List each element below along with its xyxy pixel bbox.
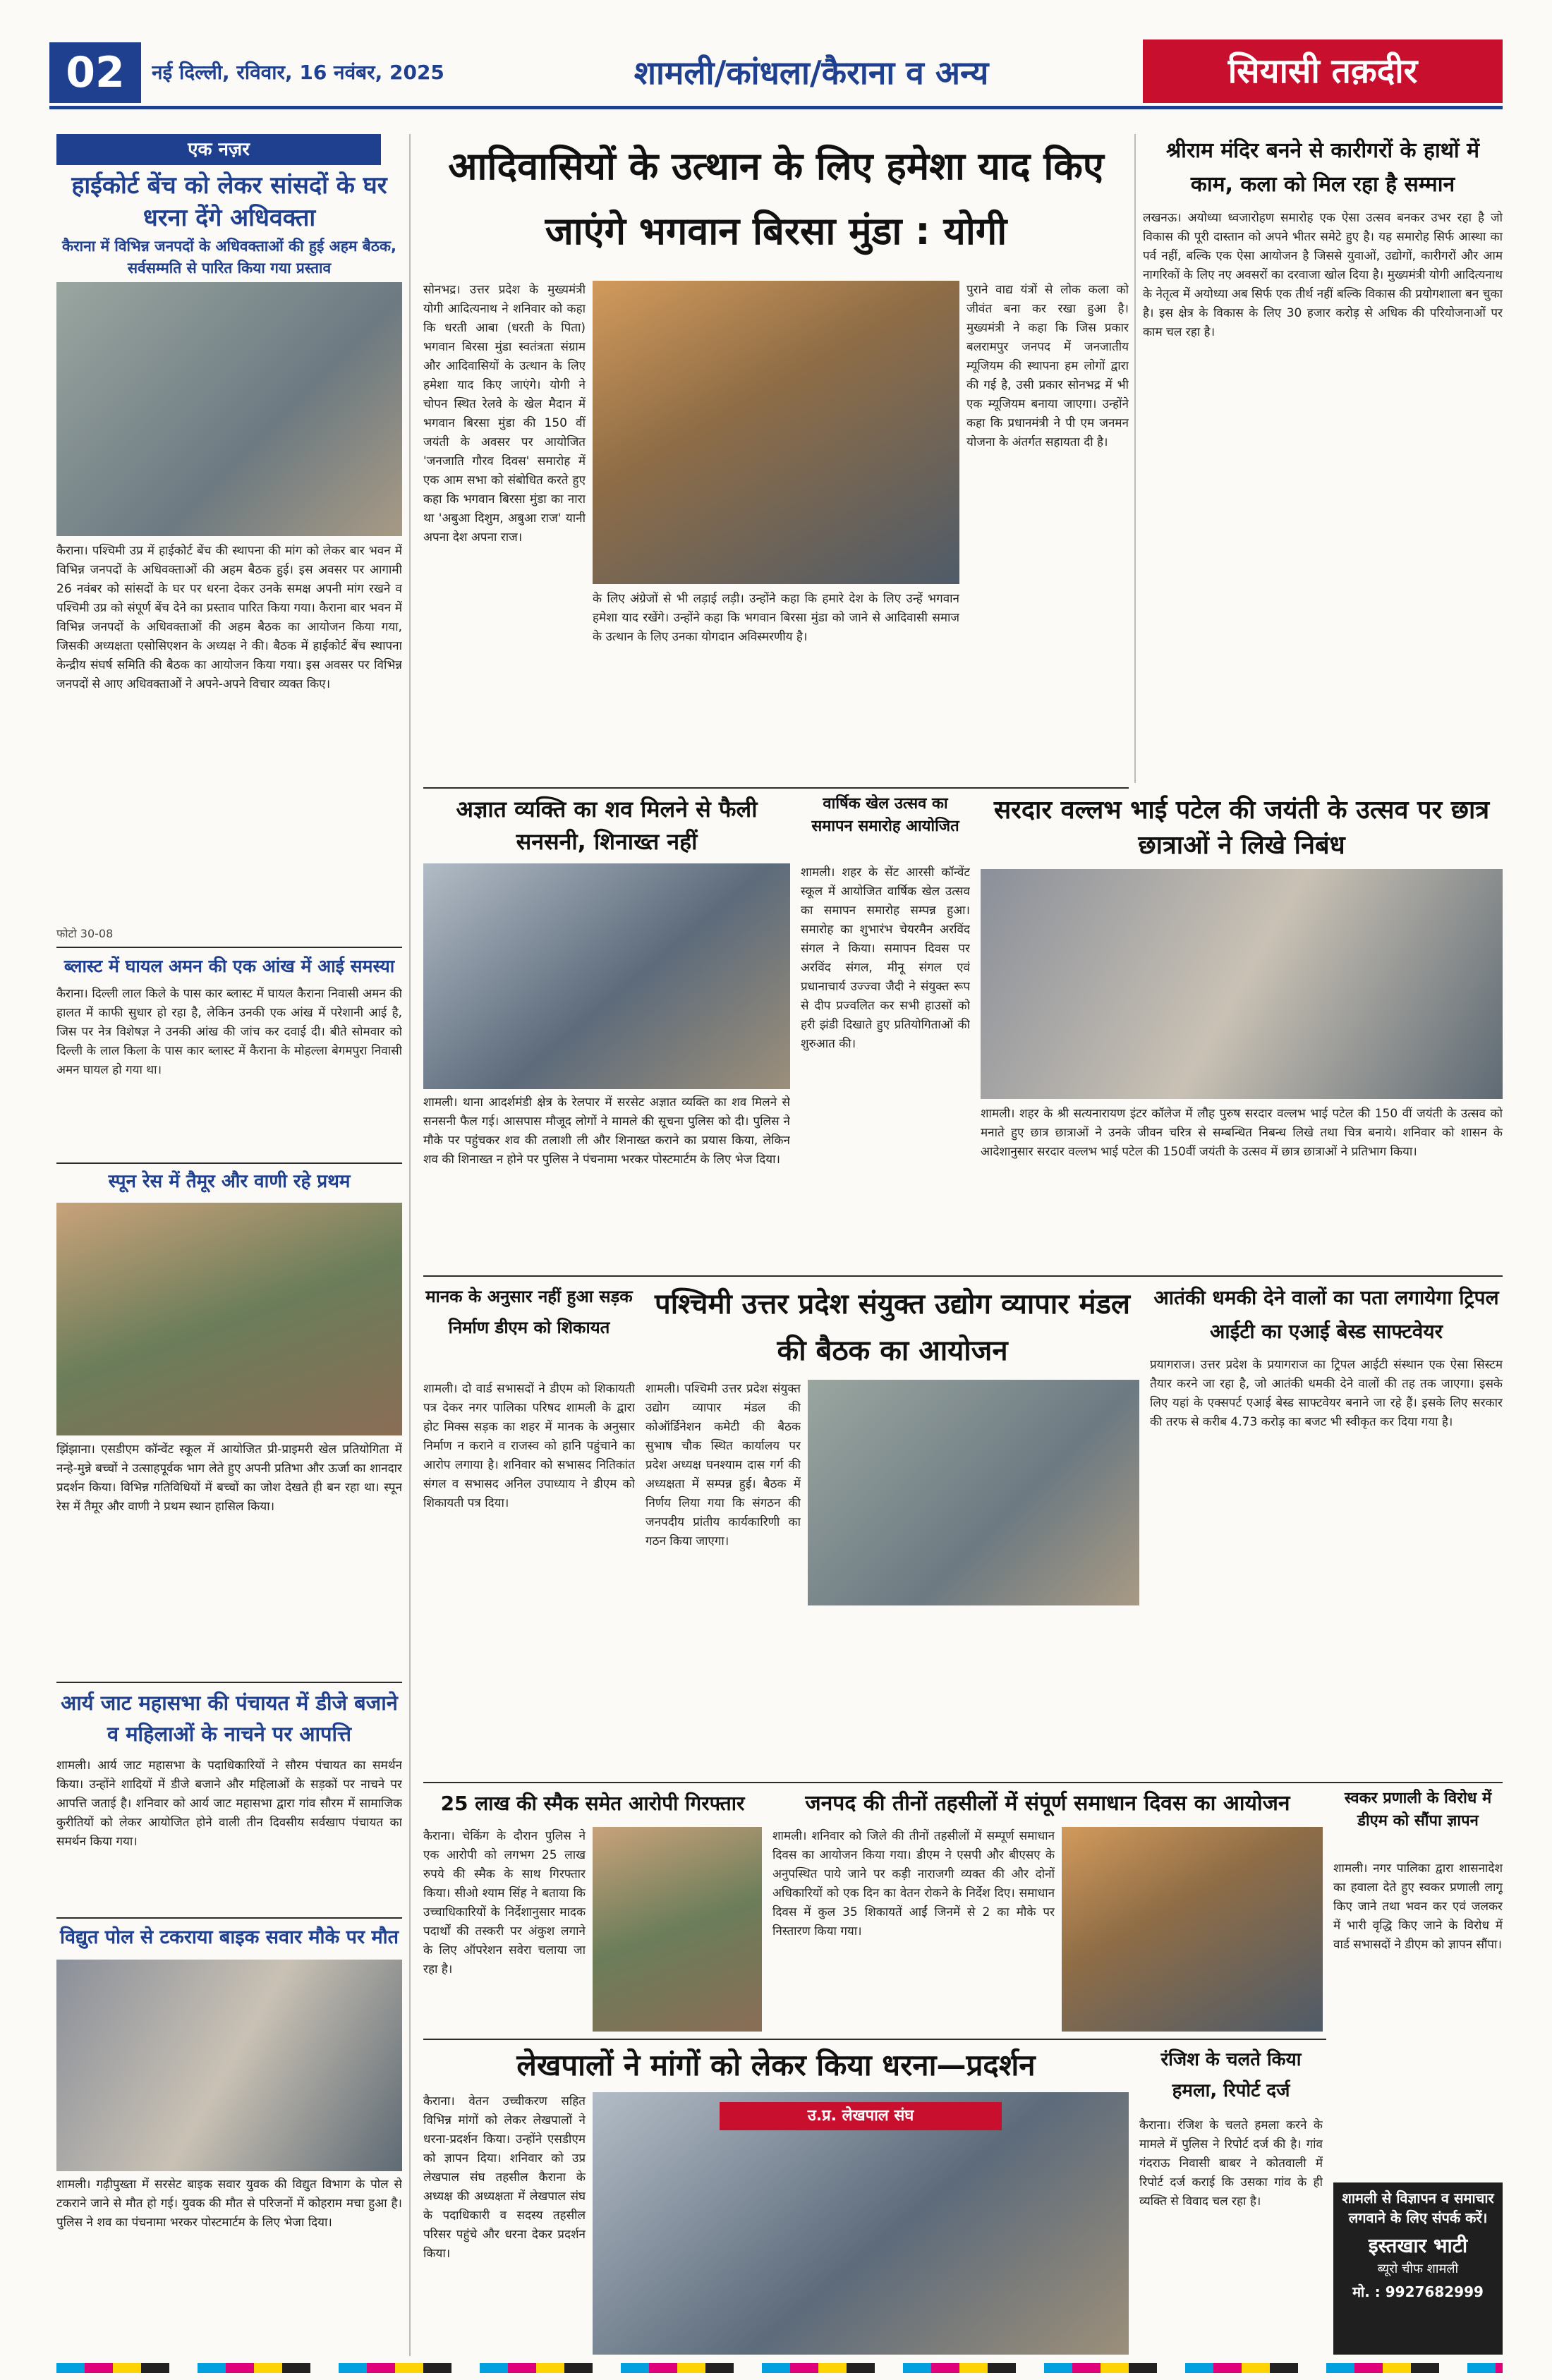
divider <box>423 787 1129 789</box>
divider <box>56 1682 402 1683</box>
patel-photo <box>981 869 1503 1099</box>
highcourt-photo <box>56 282 402 536</box>
column-divider <box>1134 134 1136 783</box>
highcourt-body: कैराना। पश्चिमी उप्र में हाईकोर्ट बेंच की स्थापना की मांग को लेकर बार भवन में विभिन्न जनपदों के अधिवक्ताओं की अहम बैठक हुई। इस अवसर पर आगामी 26 नवंबर को सांसदों के घर पर धरना देकर उनके समक्ष अपनी मांग रखने व पश्चिमी उप्र को संपूर्ण बेंच देने का प्रस्ताव पारित किया गया। कैराना बार भवन में विभिन्न जनपदों के अधिवक्ताओं की अहम बैठक का आयोजन किया गया, जिसकी अध्यक्षता एसोसिएशन के अध्यक्ष ने की। बैठक में हाईकोर्ट बेंच स्थापना केन्द्रीय संघर्ष समिति की बैठक का आयोजन किया गया। इस अवसर पर विभिन्न जनपदों से आए अधिवक्ताओं ने अपने-अपने विचार व्यक्त किए। <box>56 544 402 691</box>
lead-photo <box>593 281 959 584</box>
lead-body-right: पुराने वाद्य यंत्रों से लोक कला को जीवंत बना कर रखा हुआ है। मुख्यमंत्री ने कहा कि जिस प्रकार बलरामपुर जनपद में जनजातीय म्यूजियम की स्थापना हम लोगों द्वारा की गई है, उसी प्रकार सोनभद्र में भी एक म्यूजियम बनाया जाएगा। उन्होंने कहा कि प्रधानमंत्री ने पी एम जनमन योजना के अंतर्गत सहायता दी है। <box>966 283 1129 449</box>
divider <box>56 1162 402 1164</box>
sports-headline: वार्षिक खेल उत्सव का समापन समारोह आयोजित <box>811 795 959 835</box>
highcourt-photo-credit: फोटो 30-08 <box>56 927 114 940</box>
divider <box>423 1782 1503 1783</box>
samadhan-body: शामली। शनिवार को जिले की तीनों तहसीलों में सम्पूर्ण समाधान दिवस का आयोजन किया गया। डीएम ने एसपी और बीएसए के अनुपस्थित पाये जाने पर कड़ी नाराजगी व्यक्त की और दोनों अधिकारियों को एक दिन का वेतन रोकने के निर्देश दिए। समाधान दिवस में कुल 35 शिकायतें आईं जिनमें से 2 का मौके पर निस्तारण किया गया। <box>772 1829 1055 1938</box>
divider <box>56 1917 402 1919</box>
blast-headline: ब्लास्ट में घायल अमन की एक आंख में आई समस्या <box>63 956 395 976</box>
threat-headline: आतंकी धमकी देने वालों का पता लगायेगा ट्रिपल आईटी का एआई बेस्ड साफ्टवेयर <box>1153 1286 1499 1343</box>
contact-ad <box>1333 2182 1503 2355</box>
lekhpal-body: कैराना। वेतन उच्चीकरण सहित विभिन्न मांगों को लेकर लेखपालों ने धरना-प्रदर्शन किया। उन्होंने एसडीएम को ज्ञापन दिया। शनिवार को उप्र लेखपाल संघ तहसील कैराना के अध्यक्ष की अध्यक्षता में लेखपाल संघ के पदाधिकारी व सदस्य तहसील परिसर पहुंचे और धरना देकर प्रदर्शन किया। <box>423 2094 586 2261</box>
blast-body: कैराना। दिल्ली लाल किले के पास कार ब्लास्ट में घायल कैराना निवासी अमन की हालत में काफी सुधार हो रहा है, लेकिन उनकी एक आंख में परेशानी आई है, जिस पर नेत्र विशेषज्ञ ने उनकी आंख की जांच कर दवाई दी। बीते सोमवार को दिल्ली के लाल किला के पास कार ब्लास्ट में कैराना के मोहल्ला बेगमपुरा निवासी अमन घायल हो गया था। <box>56 987 402 1077</box>
samadhan-photo <box>1062 1827 1323 2032</box>
traders-headline: पश्चिमी उत्तर प्रदेश संयुक्त उद्योग व्यापार मंडल की बैठक का आयोजन <box>654 1288 1131 1367</box>
highcourt-headline: हाईकोर्ट बेंच को लेकर सांसदों के घर धरना देंगे अधिवक्ता <box>71 171 387 232</box>
road-headline: मानक के अनुसार नहीं हुआ सड़क निर्माण डीएम को शिकायत <box>425 1287 633 1337</box>
ad-role: ब्यूरो चीफ शामली <box>1377 2261 1459 2276</box>
ayodhya-headline: श्रीराम मंदिर बनने से कारीगरों के हाथों में काम, कला को मिल रहा है सम्मान <box>1165 138 1480 197</box>
pole-accident-photo <box>56 1960 402 2171</box>
divider <box>423 1275 1503 1277</box>
masthead-rule <box>49 106 1503 109</box>
spoon-race-headline: स्पून रेस में तैमूर और वाणी रहे प्रथम <box>108 1171 351 1192</box>
ek-nazar-kicker: एक नज़र <box>56 134 381 165</box>
divider <box>56 947 402 948</box>
body-found-headline: अज्ञात व्यक्ति का शव मिलने से फैली सनसनी, शिनाख्त नहीं <box>456 796 758 855</box>
column-divider <box>409 134 411 2356</box>
page-number: 02 <box>49 42 141 103</box>
spoon-race-photo <box>56 1203 402 1435</box>
lead-body-mid: के लिए अंग्रेजों से भी लड़ाई लड़ी। उन्होंने कहा कि हमारे देश के लिए उन्हें भगवान हमेशा याद रखेंगे। उन्होंने कहा कि भगवान बिरसा मुंडा को जाने से आदिवासी समाज के उत्थान के लिए उनका योगदान अविस्मरणीय है। <box>593 592 959 644</box>
pole-accident-body: शामली। गढ़ीपुख्ता में सरसेट बाइक सवार युवक की विद्युत विभाग के पोल से टकराने जाने से मौत हो गई। युवक की मौत से परिजनों में कोहराम मचा हुआ है। पुलिस ने शव का पंचनामा भरकर पोस्टमार्टम के लिए भेजा दिया। <box>56 2178 402 2230</box>
spoon-race-body: झिंझाना। एसडीएम कॉन्वेंट स्कूल में आयोजित प्री-प्राइमरी खेल प्रतियोगिता में नन्हे-मुन्ने बच्चों ने उत्साहपूर्वक भाग लेते हुए अपनी प्रतिभा और ऊर्जा का शानदार प्रदर्शन किया। विभिन्न गतिविधियों में बच्चों का जोश देखते ही बन रहा था। स्पून रेस में तैमूर और वाणी ने प्रथम स्थान हासिल किया। <box>56 1443 402 1514</box>
jat-mahasabha-headline: आर्य जाट महासभा की पंचायत में डीजे बजाने व महिलाओं के नाचने पर आपत्ति <box>61 1691 398 1746</box>
color-registration-bar <box>56 2363 1503 2373</box>
section-title: शामली/कांधला/कैराना व अन्य <box>633 54 989 92</box>
lekhpal-photo-banner: उ.प्र. लेखपाल संघ <box>720 2102 1002 2130</box>
ad-name: इस्तखार भाटी <box>1368 2234 1468 2257</box>
smack-photo <box>593 1827 762 2032</box>
date-line: नई दिल्ली, रविवार, 16 नवंबर, 2025 <box>152 61 444 84</box>
ranjish-headline: रंजिश के चलते किया हमला, रिपोर्ट दर्ज <box>1160 2049 1302 2101</box>
body-found-body: शामली। थाना आदर्शमंडी क्षेत्र के रेलपार में सरसेट अज्ञात व्यक्ति का शव मिलने से सनसनी फैल गई। आसपास मौजूद लोगों ने मामले की सूचना पुलिस को दी। पुलिस ने मौके पर पहुंचकर शव की तलाशी ली और शिनाख्त कराने का प्रयास किया, लेकिन शव की शिनाख्त न होने पर पुलिस ने पंचनामा भरकर पोस्टमार्टम के लिए भेज दिया। <box>423 1095 790 1167</box>
highcourt-subhead: कैराना में विभिन्न जनपदों के अधिवक्ताओं की हुई अहम बैठक, सर्वसम्मति से पारित किया गया प्रस्ताव <box>61 238 397 277</box>
smack-headline: 25 लाख की स्मैक समेत आरोपी गिरफ्तार <box>440 1792 745 1815</box>
patel-body: शामली। शहर के श्री सत्यनारायण इंटर कॉलेज में लौह पुरुष सरदार वल्लभ भाई पटेल की 150 वीं जयंती के उत्सव को मनाते हुए छात्र छात्राओं ने उनके जीवन चरित्र से सम्बन्धित निबन्ध लिखे तथा चित्र बनाये। शनिवार को शासन के आदेशानुसार सरदार वल्लभ भाई पटेल की 150वीं जयंती के उत्सव में छात्र छात्राओं ने प्रतिभाग किया। <box>981 1107 1503 1159</box>
traders-photo <box>808 1380 1139 1605</box>
brand-logo: सियासी तक़दीर <box>1143 40 1503 103</box>
traders-body: शामली। पश्चिमी उत्तर प्रदेश संयुक्त उद्योग व्यापार मंडल की कोऑर्डिनेशन कमेटी की बैठक सुभाष चौक स्थित कार्यालय पर प्रदेश अध्यक्ष घनश्याम दास गर्ग की अध्यक्षता में सम्पन्न हुई। बैठक में निर्णय लिया गया कि संगठन की जनपदीय प्रांतीय कार्यकारिणी का गठन किया जाएगा। <box>645 1382 801 1548</box>
ad-phone: मो. : 9927682999 <box>1352 2283 1484 2300</box>
road-body: शामली। दो वार्ड सभासदों ने डीएम को शिकायती पत्र देकर नगर पालिका परिषद शामली के द्वारा होट मिक्स सड़क का शहर में मानक के अनुसार निर्माण न कराने व राजस्व को हानि पहुंचाने का आरोप लगाया है। शनिवार को सभासद नितिकांत संगल व सभासद अनिल उपाध्याय ने डीएम को शिकायती पत्र दिया। <box>423 1382 635 1510</box>
sewer-headline: स्वकर प्रणाली के विरोध में डीएम को सौंपा ज्ञापन <box>1344 1790 1492 1830</box>
lead-body-left: सोनभद्र। उत्तर प्रदेश के मुख्यमंत्री योगी आदित्यनाथ ने शनिवार को कहा कि धरती आबा (धरती के पिता) भगवान बिरसा मुंडा स्वतंत्रता संग्राम और आदिवासियों के उत्थान के लिए हमेशा याद किए जाएंगे। योगी ने चोपन स्थित रेलवे के खेल मैदान में भगवान बिरसा मुंडा की 150 वीं जयंती के अवसर पर आयोजित 'जनजाति गौरव दिवस' समारोह में एक आम सभा को संबोधित करते हुए कहा कि भगवान बिरसा मुंडा का नारा था 'अबुआ दिशुम, अबुआ राज' यानी अपना देश अपना राज। <box>423 283 586 545</box>
divider <box>423 2039 1326 2040</box>
sewer-body: शामली। नगर पालिका द्वारा शासनादेश का हवाला देते हुए स्वकर प्रणाली लागू किए जाने तथा भवन कर एवं जलकर में भारी वृद्धि किए जाने के विरोध में वार्ड सभासदों ने डीएम को ज्ञापन सौंपा। <box>1333 1862 1503 1952</box>
smack-body: कैराना। चेकिंग के दौरान पुलिस ने एक आरोपी को लगभग 25 लाख रुपये की स्मैक के साथ गिरफ्तार किया। सीओ श्याम सिंह ने बताया कि उच्चाधिकारियों के निर्देशानुसार मादक पदार्थों की तस्करी पर अंकुश लगाने के लिए ऑपरेशन सवेरा चलाया जा रहा है। <box>423 1829 586 1977</box>
patel-headline: सरदार वल्लभ भाई पटेल की जयंती के उत्सव पर छात्र छात्राओं ने लिखे निबंध <box>993 796 1490 860</box>
pole-accident-headline: विद्युत पोल से टकराया बाइक सवार मौके पर मौत <box>59 1926 399 1948</box>
lekhpal-photo <box>593 2092 1129 2355</box>
sports-body: शामली। शहर के सेंट आरसी कॉन्वेंट स्कूल में आयोजित वार्षिक खेल उत्सव का समापन समारोह सम्पन्न हुआ। समारोह का शुभारंभ चेयरमैन अरविंद संगल ने किया। समापन दिवस पर अरविंद संगल, मीनू संगल एवं प्रधानाचार्य उज्ज्वा जैदी ने संयुक्त रूप से दीप प्रज्वलित कर सभी हाउसों को हरी झंडी दिखाते हुए प्रतियोगिताओं की शुरुआत की। <box>801 866 970 1051</box>
samadhan-headline: जनपद की तीनों तहसीलों में संपूर्ण समाधान दिवस का आयोजन <box>805 1791 1290 1816</box>
threat-body: प्रयागराज। उत्तर प्रदेश के प्रयागराज का ट्रिपल आईटी संस्थान एक ऐसा सिस्टम तैयार करने जा रहा है, जो आतंकी धमकी देने वालों की तह तक जाएगा। इसके लिए यहां के एक्सपर्ट एआई बेस्ड साफ्टवेयर बनाने जा रहे हैं। इसके लिए सरकार की तरफ से करीब 4.73 करोड़ का बजट भी स्वीकृत कर दिया गया है। <box>1150 1358 1503 1429</box>
body-found-photo <box>423 863 790 1089</box>
ad-heading: शामली से विज्ञापन व समाचार लगवाने के लिए संपर्क करें। <box>1342 2190 1494 2226</box>
jat-mahasabha-body: शामली। आर्य जाट महासभा के पदाधिकारियों ने सौरम पंचायत का समर्थन किया। उन्होंने शादियों में डीजे बजाने और महिलाओं के सड़कों पर नाचने पर आपत्ति जताई है। शनिवार को आर्य जाट महासभा द्वारा गांव सौरम में सामाजिक कुरीतियों को लेकर आयोजित होने वाली तीन दिवसीय सर्वखाप पंचायत का समर्थन किया गया। <box>56 1759 402 1849</box>
ayodhya-body: लखनऊ। अयोध्या ध्वजारोहण समारोह एक ऐसा उत्सव बनकर उभर रहा है जो विकास की पूरी दास्तान को अपने भीतर समेटे हुए है। यह समारोह सिर्फ आस्था का पर्व नहीं, बल्कि एक ऐसा आयोजन है जिससे युवाओं, उद्योगों, कारीगरों और आम नागरिकों के लिए नए अवसरों का दरवाजा खोल दिया है। मुख्यमंत्री योगी आदित्यनाथ के नेतृत्व में अयोध्या अब सिर्फ एक तीर्थ नहीं बल्कि विकास की प्रयोगशाला बन चुका है। इस क्षेत्र के विकास के लिए 30 हजार करोड़ से अधिक की परियोजनाओं पर काम चल रहा है। <box>1143 211 1503 339</box>
ranjish-body: कैराना। रंजिश के चलते हमला करने के मामले में पुलिस ने रिपोर्ट दर्ज की है। गांव गंदराऊ निवासी बाबर ने कोतवाली में रिपोर्ट दर्ज कराई कि उसका गांव के ही व्यक्ति से विवाद चल रहा है। <box>1139 2118 1323 2209</box>
lead-headline: आदिवासियों के उत्थान के लिए हमेशा याद किए जाएंगे भगवान बिरसा मुंडा : योगी <box>448 144 1104 253</box>
lekhpal-headline: लेखपालों ने मांगों को लेकर किया धरना—प्रदर्शन <box>516 2048 1036 2082</box>
